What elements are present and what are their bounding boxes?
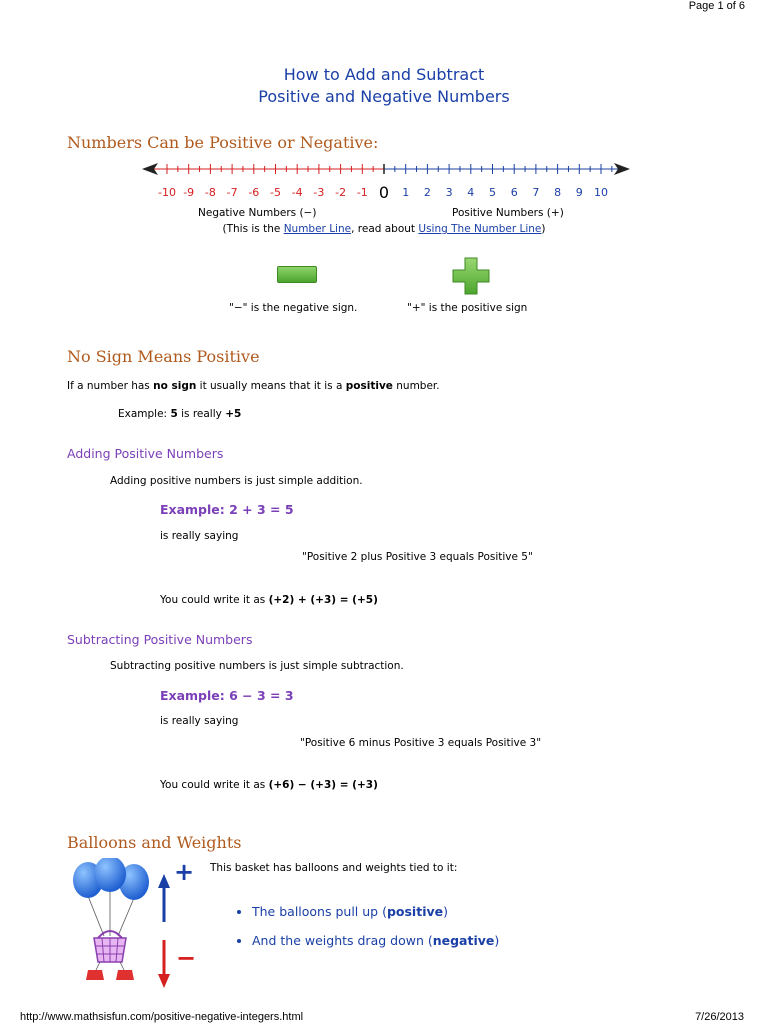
tick-label-negative: -1 xyxy=(356,186,368,199)
minus-sign-icon xyxy=(277,266,317,283)
tick-label-negative: -2 xyxy=(335,186,347,199)
subtracting-write-text: You could write it as xyxy=(160,779,269,791)
adding-write-text: You could write it as xyxy=(160,594,269,606)
p-text: If a number has xyxy=(67,380,154,392)
page-title xyxy=(0,64,768,108)
subtracting-example: Example: 6 − 3 = 3 xyxy=(160,688,294,703)
no-sign-example xyxy=(118,408,241,420)
tick-label-positive: 1 xyxy=(402,186,410,199)
tick-label-negative: -6 xyxy=(248,186,260,199)
tick-label-positive: 5 xyxy=(489,186,496,199)
list-item-weights xyxy=(252,933,702,948)
list-item-balloons xyxy=(252,904,702,919)
number-line-note xyxy=(0,223,768,235)
weight-left xyxy=(86,970,104,980)
subtracting-write-expr: (+6) − (+3) = (+3) xyxy=(268,779,378,791)
footer-date: 7/26/2013 xyxy=(695,1011,744,1023)
b2-text: And the weights drag down ( xyxy=(252,933,433,948)
weight-right xyxy=(116,970,134,980)
subtracting-intro: Subtracting positive numbers is just simple subtraction. xyxy=(110,660,404,672)
plus-caption: "+" is the positive sign xyxy=(407,302,528,314)
adding-example: Example: 2 + 3 = 5 xyxy=(160,502,294,517)
tick-label-positive: 4 xyxy=(467,186,475,199)
b2-bold: negative xyxy=(432,933,495,948)
subtracting-heading: Subtracting Positive Numbers xyxy=(67,632,253,647)
b1-text: The balloons pull up ( xyxy=(252,904,387,919)
tick-label-negative: -8 xyxy=(204,186,216,199)
note-text-end: ) xyxy=(541,223,546,235)
ex-text-mid: is really xyxy=(177,408,226,420)
adding-heading: Adding Positive Numbers xyxy=(67,446,224,461)
minus-caption: "−" is the negative sign. xyxy=(229,302,358,314)
tick-label-negative: -7 xyxy=(226,186,238,199)
balloon-basket-illustration xyxy=(66,858,156,988)
p-bold-positive: positive xyxy=(345,380,393,392)
ex-text: Example: xyxy=(118,408,171,420)
p-text-mid: it usually means that it is a xyxy=(196,380,346,392)
ex-bold-plus5: +5 xyxy=(225,408,242,420)
tick-label-positive: 6 xyxy=(510,186,518,199)
b1-bold: positive xyxy=(386,904,444,919)
negative-numbers-label: Negative Numbers (−) xyxy=(198,207,317,219)
p-text-end: number. xyxy=(392,380,440,392)
tick-label-negative: -5 xyxy=(270,186,281,199)
number-line-link[interactable]: Number Line xyxy=(283,223,352,235)
tick-label-positive: 2 xyxy=(423,186,431,199)
tick-label-positive: 9 xyxy=(575,186,583,199)
adding-saying: is really saying xyxy=(160,530,239,542)
note-text: (This is the xyxy=(222,223,284,235)
minus-symbol: − xyxy=(176,944,197,972)
adding-write xyxy=(160,594,378,606)
tick-label-positive: 3 xyxy=(445,186,453,199)
b2-end: ) xyxy=(494,933,500,948)
tick-label-negative: -10 xyxy=(158,186,176,199)
tick-label-positive: 10 xyxy=(594,186,608,199)
balloons-intro: This basket has balloons and weights tied to it: xyxy=(210,862,458,874)
p-bold-no-sign: no sign xyxy=(153,380,197,392)
page-number: Page 1 of 6 xyxy=(688,0,745,12)
no-sign-paragraph xyxy=(67,380,440,392)
b1-end: ) xyxy=(443,904,448,919)
plus-sign-icon xyxy=(452,257,490,295)
section-heading-positive-negative: Numbers Can be Positive or Negative: xyxy=(67,133,379,152)
tick-label-negative: -3 xyxy=(313,186,325,199)
number-line xyxy=(140,158,640,204)
subtracting-saying: is really saying xyxy=(160,715,239,727)
adding-write-expr: (+2) + (+3) = (+5) xyxy=(268,594,378,606)
plus-symbol: + xyxy=(174,858,195,886)
adding-intro: Adding positive numbers is just simple addition. xyxy=(110,475,363,487)
tick-label-negative: -9 xyxy=(183,186,195,199)
subtracting-quote: "Positive 6 minus Positive 3 equals Positive 3" xyxy=(300,737,542,749)
number-line-labels xyxy=(158,183,608,202)
positive-numbers-label: Positive Numbers (+) xyxy=(452,207,564,219)
tick-label-positive: 8 xyxy=(554,186,562,199)
tick-label-positive: 7 xyxy=(532,186,540,199)
title-line-1: How to Add and Subtract xyxy=(283,65,485,84)
tick-label-negative: -4 xyxy=(291,186,303,199)
ex-bold-5: 5 xyxy=(170,408,178,420)
subtracting-write xyxy=(160,779,378,791)
tick-label-zero: 0 xyxy=(378,183,390,202)
footer-url: http://www.mathsisfun.com/positive-negative-integers.html xyxy=(20,1011,304,1023)
section-heading-no-sign: No Sign Means Positive xyxy=(67,347,260,366)
using-number-line-link[interactable]: Using The Number Line xyxy=(418,223,542,235)
note-text-mid: , read about xyxy=(351,223,419,235)
balloons-list xyxy=(212,904,702,962)
section-heading-balloons: Balloons and Weights xyxy=(67,833,242,852)
adding-quote: "Positive 2 plus Positive 3 equals Positive 5" xyxy=(302,551,533,563)
title-line-2: Positive and Negative Numbers xyxy=(258,87,510,106)
